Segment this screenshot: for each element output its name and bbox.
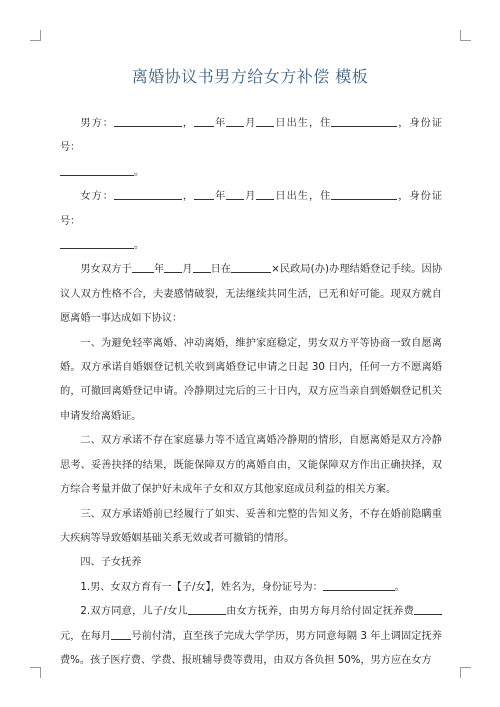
- crop-mark-bottom-left: [30, 667, 41, 678]
- clause-3: 三、双方承诺婚前已经履行了如实、妥善和完整的告知义务，不存在婚前隐瞒重大疾病等导致婚姻基础关系无效或者可撤销的情形。: [60, 508, 442, 544]
- marriage-place-blank[interactable]: [231, 261, 271, 273]
- male-id-blank[interactable]: [60, 164, 134, 176]
- male-label: 男方：: [80, 118, 114, 129]
- female-id-blank[interactable]: [60, 237, 134, 249]
- child-id-blank[interactable]: [323, 579, 395, 591]
- male-address-blank[interactable]: [331, 115, 397, 127]
- clause-2: 二、双方承诺不存在家庭暴力等不适宜离婚冷静期的情形，自愿离婚是双方冷静思考、妥善抉择的结果，既能保障双方的离婚自由，又能保障双方作出正确抉择，双方综合考量并做了保护好未成年子女和双方其他家庭成员利益的相关方案。: [60, 435, 442, 496]
- marriage-day-blank[interactable]: [193, 261, 211, 273]
- male-birth-year-blank[interactable]: [194, 115, 214, 127]
- male-birth-day-blank[interactable]: [256, 115, 274, 127]
- female-party-line: 女方： ， 年 月 日出生，住 ，身份证号：: [60, 185, 442, 234]
- marriage-year-blank[interactable]: [132, 261, 154, 273]
- support-amount-blank[interactable]: [414, 603, 442, 615]
- child-name-blank[interactable]: [188, 603, 226, 615]
- crop-mark-bottom-right: [460, 667, 471, 678]
- clause-4-heading: 四、子女抚养: [80, 557, 142, 569]
- document-body: [60, 112, 442, 673]
- female-id-line: 。: [60, 234, 442, 258]
- female-address-blank[interactable]: [331, 188, 397, 200]
- female-label: 女方：: [80, 191, 114, 203]
- male-party-line: 男方： ， 年 月 日出生，住 ，身份证号：: [60, 112, 442, 161]
- male-birth-month-blank[interactable]: [226, 115, 244, 127]
- crop-mark-top-left: [30, 30, 41, 41]
- male-name-blank[interactable]: [114, 115, 182, 127]
- female-birth-year-blank[interactable]: [194, 188, 214, 200]
- child-item-1: 1.男、女双方育有一【子/女】，姓名为，身份证号为： 。: [60, 576, 442, 600]
- crop-mark-top-right: [460, 30, 471, 41]
- female-birth-month-blank[interactable]: [226, 188, 244, 200]
- child-item-2: 2.双方同意，儿子/女儿 由女方抚养，由男方每月给付固定抚养费元，在每月 号前付清，直至孩子完成大学学历，男方同意每隔 3 年上调固定抚养费%。孩子医疗费、学费、报班辅导费等费用，由双方各负担 50%，男方应在女方: [60, 600, 442, 673]
- female-birth-day-blank[interactable]: [256, 188, 274, 200]
- male-id-line: 。: [60, 161, 442, 185]
- clause-1: 一、为避免轻率离婚、冲动离婚，维护家庭稳定，男女双方平等协商一致自愿离婚。双方承诺自婚姻登记机关收到离婚登记申请之日起 30 日内，任何一方不愿离婚的，可撤回离婚登记申请。冷静期过完后的三十日内，双方应当亲自到婚姻登记机关申请发给离婚证。: [60, 337, 442, 422]
- document-title: 离婚协议书男方给女方补偿 模板: [131, 67, 369, 86]
- payment-day-blank[interactable]: [111, 628, 131, 640]
- marriage-intro-paragraph: 男女双方于 年 月 日在 ×民政局(办)办理结婚登记手续。因协议人双方性格不合，夫妻感情破裂，无法继续共同生活，已无和好可能。现双方就自愿离婚一事达成如下协议：: [60, 258, 442, 331]
- female-name-blank[interactable]: [114, 188, 182, 200]
- marriage-month-blank[interactable]: [164, 261, 182, 273]
